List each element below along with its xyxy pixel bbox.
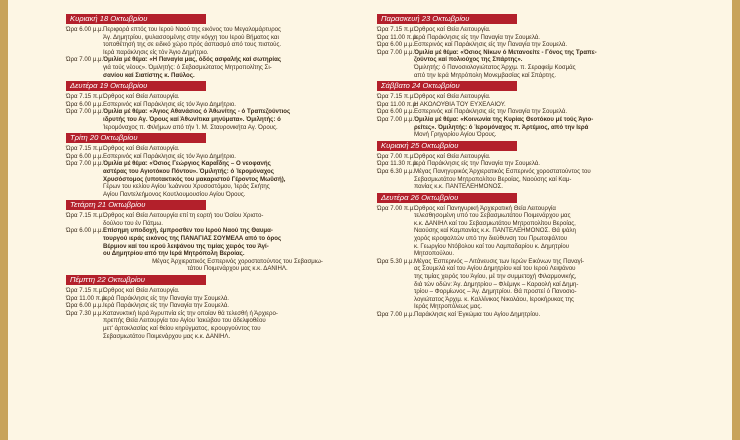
event-line: ου Δημητρίου από την Ιερά Μητρόπολη Βεροίας. xyxy=(103,250,245,258)
event-line: Όμιλία μέ θέμα: «Κοινωνία της Κυρίας Θεοτόκου μέ τούς Άγιο- xyxy=(414,115,594,123)
day-block xyxy=(377,193,681,319)
schedule-event xyxy=(66,108,372,131)
event-line: ρείτες». Όμιλητής: ό Ίερομόναχος π. Άρτέμιος, από την Ιερά xyxy=(414,123,589,131)
event-line: μετ' άρτοκλασίας καί θείου κηρύγματος, ιερουργούντος του xyxy=(103,325,261,332)
event-time: Ώρα 7.00 μ.μ. xyxy=(377,311,415,318)
day-block xyxy=(66,81,372,131)
event-description xyxy=(414,26,681,34)
day-block xyxy=(66,200,372,273)
event-line: Εσπερινός καί Παράκλησις είς τόν Άγιο Δημήτριο. xyxy=(103,152,236,160)
event-line: διά τών οδών: Άγ. Δημητρίου – Φλέμιγκ – Καραολή καί Δημη- xyxy=(414,280,579,288)
event-line: Μέγας Άρχιερατικός Εσπερινός χοροστατούντος του Σεβασμιω- xyxy=(152,257,323,265)
event-line: Ναούσης καί Καμπανίας κ.κ. ΠΑΝΤΕΛΕΗΜΟΝΟΣ. Θά ψάλη xyxy=(414,227,576,235)
event-time: Ώρα 6.30 μ.μ. xyxy=(377,167,415,175)
schedule-event xyxy=(377,258,681,311)
event-description xyxy=(414,101,681,109)
event-line: τοποθέτησή της σε ειδικό χώρο πρός άσπασμό από τους πιστούς. xyxy=(103,41,282,49)
event-line: ιδρυτής του Αγ. Όρους καί Άθωνίτικα μηνύματα». Όμιλητής: ό xyxy=(103,115,281,123)
event-line: από την Ιερά Μητρόπολη Μονεμβασίας καί Σπάρτης. xyxy=(414,71,557,79)
event-time: Ώρα 6.00 μ.μ. xyxy=(66,227,104,235)
event-time: Ώρα 7.30 μ.μ. xyxy=(66,309,104,317)
event-time: Ώρα 7.00 π.μ. xyxy=(377,204,415,212)
event-time: Ώρα 7.00 μ.μ. xyxy=(377,115,415,123)
day-header: Τετάρτη 21 Οκτωβρίου xyxy=(66,200,206,210)
event-line: Βέρμιον καί του ιερού λειψάνου της τιμίας χειρός του Άγί- xyxy=(103,242,269,250)
day-block xyxy=(377,81,681,139)
schedule-event xyxy=(66,227,372,257)
schedule-event xyxy=(377,311,681,319)
event-time: Ώρα 7.00 μ.μ. xyxy=(377,48,415,56)
event-line: Άγ. Δημητρίου, ψυλασσομένης στην κόγχη του Ιερού Βήματος και xyxy=(103,33,279,41)
event-description xyxy=(103,153,372,161)
right-frame-strip xyxy=(732,0,740,440)
event-description xyxy=(414,205,681,258)
event-line: χορός ιεροψαλτών υπό την διεύθυνση του Πρωτοψάλτου xyxy=(414,235,568,243)
event-line: Όρθρος καί Πανηγυρική Άρχιερατική Θεία Λειτουργία xyxy=(414,204,556,212)
event-line: Όρθρος καί Θεία Λειτουργία. xyxy=(103,145,180,153)
event-line: ζούντος καί πολιούχος της Σπάρτης». xyxy=(414,56,523,64)
schedule-event xyxy=(66,295,372,303)
left-column xyxy=(66,14,372,342)
event-line: Όρθρος καί Θεία Λειτουργία. xyxy=(103,93,180,101)
event-line: Ιερά Παράκλησις είς την Παναγία την Σουμελά. xyxy=(414,33,541,41)
schedule-event xyxy=(66,258,372,273)
event-line: Σεβασμιωτάτου Μητροπολίτου Βεροίας, Ναούσης καί Καμ- xyxy=(414,175,572,183)
event-description xyxy=(414,41,681,49)
event-line: λογιώτατος Άρχιμ. κ. Καλλίνικος Νικολάου, Ιεροκήρυκας της xyxy=(414,295,574,303)
event-time: Ώρα 11.00 π.μ. xyxy=(66,294,107,302)
schedule-event xyxy=(377,41,681,49)
schedule-event xyxy=(377,168,681,191)
event-line: Όμιλία μέ θέμα: «Όσιος Γεώργιος Καραΐδης – Ο νεοφανής xyxy=(103,160,271,168)
schedule-event xyxy=(377,108,681,116)
event-description xyxy=(414,34,681,42)
schedule-event xyxy=(377,153,681,161)
schedule-event xyxy=(66,101,372,109)
event-description xyxy=(414,153,681,161)
event-time xyxy=(377,64,414,79)
event-time: Ώρα 11.30 π.μ. xyxy=(377,160,418,168)
event-description xyxy=(103,93,372,101)
schedule-event xyxy=(377,26,681,34)
day-block xyxy=(377,14,681,79)
event-time xyxy=(66,258,103,273)
schedule-event xyxy=(377,101,681,109)
event-time: Ώρα 7.15 π.μ. xyxy=(377,93,415,101)
event-time: Ώρα 6.00 μ.μ. xyxy=(377,41,415,49)
event-time: Ώρα 11.00 π.μ. xyxy=(377,33,418,41)
event-time: Ώρα 7.00 π.μ. xyxy=(377,152,415,160)
schedule-event xyxy=(66,56,372,79)
event-time: Ώρα 7.00 μ.μ. xyxy=(66,160,104,168)
schedule-event xyxy=(66,212,372,227)
event-line: Όμιλία μέ θέμα: «Άγιος Αθανάσιος ό Άθωνίτης - ό Τραπεζούντιος xyxy=(103,108,291,116)
event-time: Ώρα 7.15 π.μ. xyxy=(66,145,104,153)
event-description xyxy=(103,258,372,273)
event-line: Ιεράς Μητροπόλεως μας. xyxy=(414,303,482,311)
event-line: Εσπερινός καί Παράκλησις είς την Παναγία την Σουμελά. xyxy=(414,41,568,49)
event-line: ας Σουμελά καί του Αγίου Δημητρίου καί του Ιερού Λειψάνου xyxy=(414,265,576,273)
event-description xyxy=(103,302,372,310)
event-line: Η ΑΚΟΛΟΥΘΙΑ ΤΟΥ ΕΥΧΕΛΑΙΟΥ. xyxy=(414,100,506,108)
schedule-event xyxy=(66,160,372,198)
event-line: Όρθρος καί Θεία Λειτουργία. xyxy=(103,287,180,295)
schedule-event xyxy=(66,145,372,153)
event-line: Αγίου Παντελεήμονος Κουτλουμουσίου Αγίου Όρους. xyxy=(103,190,246,198)
event-line: Ιερά παράκλησις είς τόν Άγιο Δημήτριο. xyxy=(103,48,209,56)
event-line: Σεβασμιωτάτου Ποιμενάρχου μας κ.κ. ΔΑΝΙΗΛ. xyxy=(103,332,231,340)
day-header: Δευτέρα 19 Οκτωβρίου xyxy=(66,81,206,91)
schedule-event xyxy=(377,49,681,64)
day-header: Κυριακή 18 Οκτωβρίου xyxy=(66,14,206,24)
event-line: Παράκλησις καί Έγκώμια του Αγίου Δημητρίου. xyxy=(414,311,541,318)
event-line: Ιερά Παράκλησις είς την Παναγία την Σουμελά. xyxy=(103,294,230,302)
event-line: τάτου Ποιμενάρχου μας κ.κ. ΔΑΝΙΗΛ. xyxy=(187,265,288,273)
schedule-event xyxy=(377,205,681,258)
event-description xyxy=(103,26,372,56)
schedule-event xyxy=(66,302,372,310)
event-line: αστέρας του Αγιοτόκου Πόντου». Όμιλητής: ό Ίερομόναχος xyxy=(103,167,274,175)
event-line: Μητσοπούλου. xyxy=(414,250,455,258)
event-description xyxy=(103,145,372,153)
schedule-event xyxy=(377,93,681,101)
day-block xyxy=(66,14,372,79)
schedule-event xyxy=(377,64,681,79)
event-description xyxy=(414,168,681,191)
day-block xyxy=(66,133,372,198)
event-line: Όμιλία μέ θέμα: «Όσιος Νίκων ό Μετανοείτε - Γόνος της Τραπε- xyxy=(414,48,597,56)
event-time: Ώρα 7.15 π.μ. xyxy=(66,93,104,101)
event-line: σανίου καί Σιατίστης κ. Παύλος. xyxy=(103,71,195,79)
event-description xyxy=(103,227,372,257)
right-column xyxy=(377,14,681,321)
event-line: Μονή Γρηγορίου Αγίου Όρους. xyxy=(414,131,497,139)
event-description xyxy=(414,64,681,79)
event-line: δούλου του έν Πάτμω. xyxy=(103,219,163,227)
schedule-event xyxy=(377,34,681,42)
schedule-event xyxy=(377,160,681,168)
event-description xyxy=(103,295,372,303)
event-description xyxy=(103,310,372,340)
event-line: Όρθρος καί Θεία Λειτουργία. xyxy=(414,93,491,101)
event-description xyxy=(414,311,681,319)
schedule-event xyxy=(66,310,372,340)
schedule-event xyxy=(66,26,372,56)
event-line: Όμιλία μέ θέμα: «Η Παναγία μας, όδός ασφαλής καί σωτηρίας xyxy=(103,56,281,64)
event-line: Ιερά Παράκλησις είς την Παναγία την Σουμελά. xyxy=(414,160,541,168)
event-line: Μέγας Πανηγυρικός Άρχιερατικός Εσπερινός χοροστατούντος του xyxy=(414,167,591,175)
event-line: τρίου – Φορμίωνος – Άγ. Δημητρίου. Θά προστεί ό Πανοσιο- xyxy=(414,288,577,296)
event-line: Εσπερινός καί Παράκλησις είς την Παναγία την Σουμελά. xyxy=(414,108,568,116)
schedule-event xyxy=(377,116,681,139)
event-line: κ. Γεωργίου Ντόβολου καί του Λαμπαδαρίου κ. Δημητρίου xyxy=(414,242,570,250)
event-time: Ώρα 7.15 π.μ. xyxy=(377,26,415,33)
event-time: Ώρα 6.00 μ.μ. xyxy=(377,108,415,116)
event-time: Ώρα 7.15 π.μ. xyxy=(66,212,104,220)
event-description xyxy=(414,258,681,311)
event-time: Ώρα 5.30 μ.μ. xyxy=(377,257,415,265)
event-line: Ιερά Παράκλησις είς την Παναγία την Σουμελά. xyxy=(103,302,230,310)
event-description xyxy=(103,108,372,131)
day-header: Σάββατο 24 Οκτωβρίου xyxy=(377,81,517,91)
day-header: Τρίτη 20 Οκτωβρίου xyxy=(66,133,206,143)
event-time: Ώρα 7.15 π.μ. xyxy=(66,287,104,295)
event-line: Όρθρος καί Θεία Λειτουργία επί τη εορτή του Όσίου Χριστο- xyxy=(103,212,264,220)
event-description xyxy=(103,56,372,79)
schedule-event xyxy=(66,93,372,101)
event-description xyxy=(414,49,681,64)
event-description xyxy=(414,160,681,168)
event-time: Ώρα 6.00 μ.μ. xyxy=(66,26,104,33)
event-time: Ώρα 6.00 μ.μ. xyxy=(66,302,104,310)
event-time: Ώρα 6.00 μ.μ. xyxy=(66,152,104,160)
day-block xyxy=(66,275,372,340)
event-line: Εσπερινός καί Παράκλησις είς τόν Άγιο Δημήτριο. xyxy=(103,100,236,108)
event-time: Ώρα 7.00 μ.μ. xyxy=(66,108,104,116)
event-line: Επίσημη υποδοχή, έμπροσθεν του Ιερού Ναού της Θαυμα- xyxy=(103,227,273,235)
event-line: πανίας κ.κ. ΠΑΝΤΕΛΕΗΜΟΝΟΣ. xyxy=(414,183,503,191)
event-line: Κατανυκτική Ιερά Άγρυπνία είς την οποίαν θά τελεσθή ή Άρχιερο- xyxy=(103,309,278,317)
event-line: της τιμίας χειρός του Άγίου, μέ την συμμετοχή Φιλαρμονικής, xyxy=(414,273,577,281)
event-time: Ώρα 6.00 μ.μ. xyxy=(66,100,104,108)
event-line: Γέρων του κελίου Αγίου Ίωάννου Χρυσοστόμου, Ίεράς Σκήτης xyxy=(103,183,270,191)
schedule-event xyxy=(66,287,372,295)
event-time: Ώρα 11.00 π.μ. xyxy=(377,100,418,108)
event-description xyxy=(103,287,372,295)
day-block xyxy=(377,141,681,191)
event-description xyxy=(103,160,372,198)
left-frame-strip xyxy=(0,0,8,440)
event-description xyxy=(414,93,681,101)
event-line: τουργού ιεράς εικόνος της ΠΑΝΑΓΙΑΣ ΣΟΥΜΕΛΑ από το όρος xyxy=(103,235,282,243)
day-header: Παρασκευή 23 Οκτωβρίου xyxy=(377,14,517,24)
event-line: Ίερομόναχος π. Φιλήμων από τήν Ί. Μ. Σταυρονικήτα Αγ. Όρους. xyxy=(103,123,278,131)
event-line: Όμιλητής: ό Πανοσιολογιώτατος Άρχιμ. π. Σεραφείμ Κοσμάς xyxy=(414,63,576,71)
event-line: Χρυσόστομος (υποτακτικός του μακαριστού Γέροντος Μωϋσή), xyxy=(103,175,286,183)
event-line: πρεπής Θεία Λειτουργία του Αγίου Ίακώβου του άδελφοθέου xyxy=(103,317,266,325)
event-line: γιά τούς νέους». Όμιλητής: ό Σεβασμιώτατος Μητροπολίτης Σι- xyxy=(103,63,272,71)
event-description xyxy=(103,212,372,227)
day-header: Πέμπτη 22 Οκτωβρίου xyxy=(66,275,206,285)
day-header: Κυριακή 25 Οκτωβρίου xyxy=(377,141,517,151)
event-description xyxy=(103,101,372,109)
event-line: Μέγας Έσπερινός – Λιτάνευσις των Ιερών Εικόνων της Παναγί- xyxy=(414,257,585,265)
event-description xyxy=(414,116,681,139)
event-line: τελεσθησομένη υπό του Σεβασμιωτάτου Ποιμενάρχου μας xyxy=(414,212,571,220)
event-time: Ώρα 7.00 μ.μ. xyxy=(66,56,104,64)
event-line: Όρθρος καί Θεία Λειτουργία. xyxy=(414,26,491,33)
schedule-event xyxy=(66,153,372,161)
event-line: Περιφορά επτός του Ιερού Ναού της εικόνος του Μεγαλομάρτυρος xyxy=(103,26,281,33)
event-description xyxy=(414,108,681,116)
day-header: Δευτέρα 26 Οκτωβρίου xyxy=(377,193,517,203)
event-line: κ.κ. ΔΑΝΙΗΛ καί του Σεβασμιωτάτου Μητροπολίτου Βεροίας, xyxy=(414,219,576,227)
event-line: Όρθρος καί Θεία Λειτουργία. xyxy=(414,152,491,160)
